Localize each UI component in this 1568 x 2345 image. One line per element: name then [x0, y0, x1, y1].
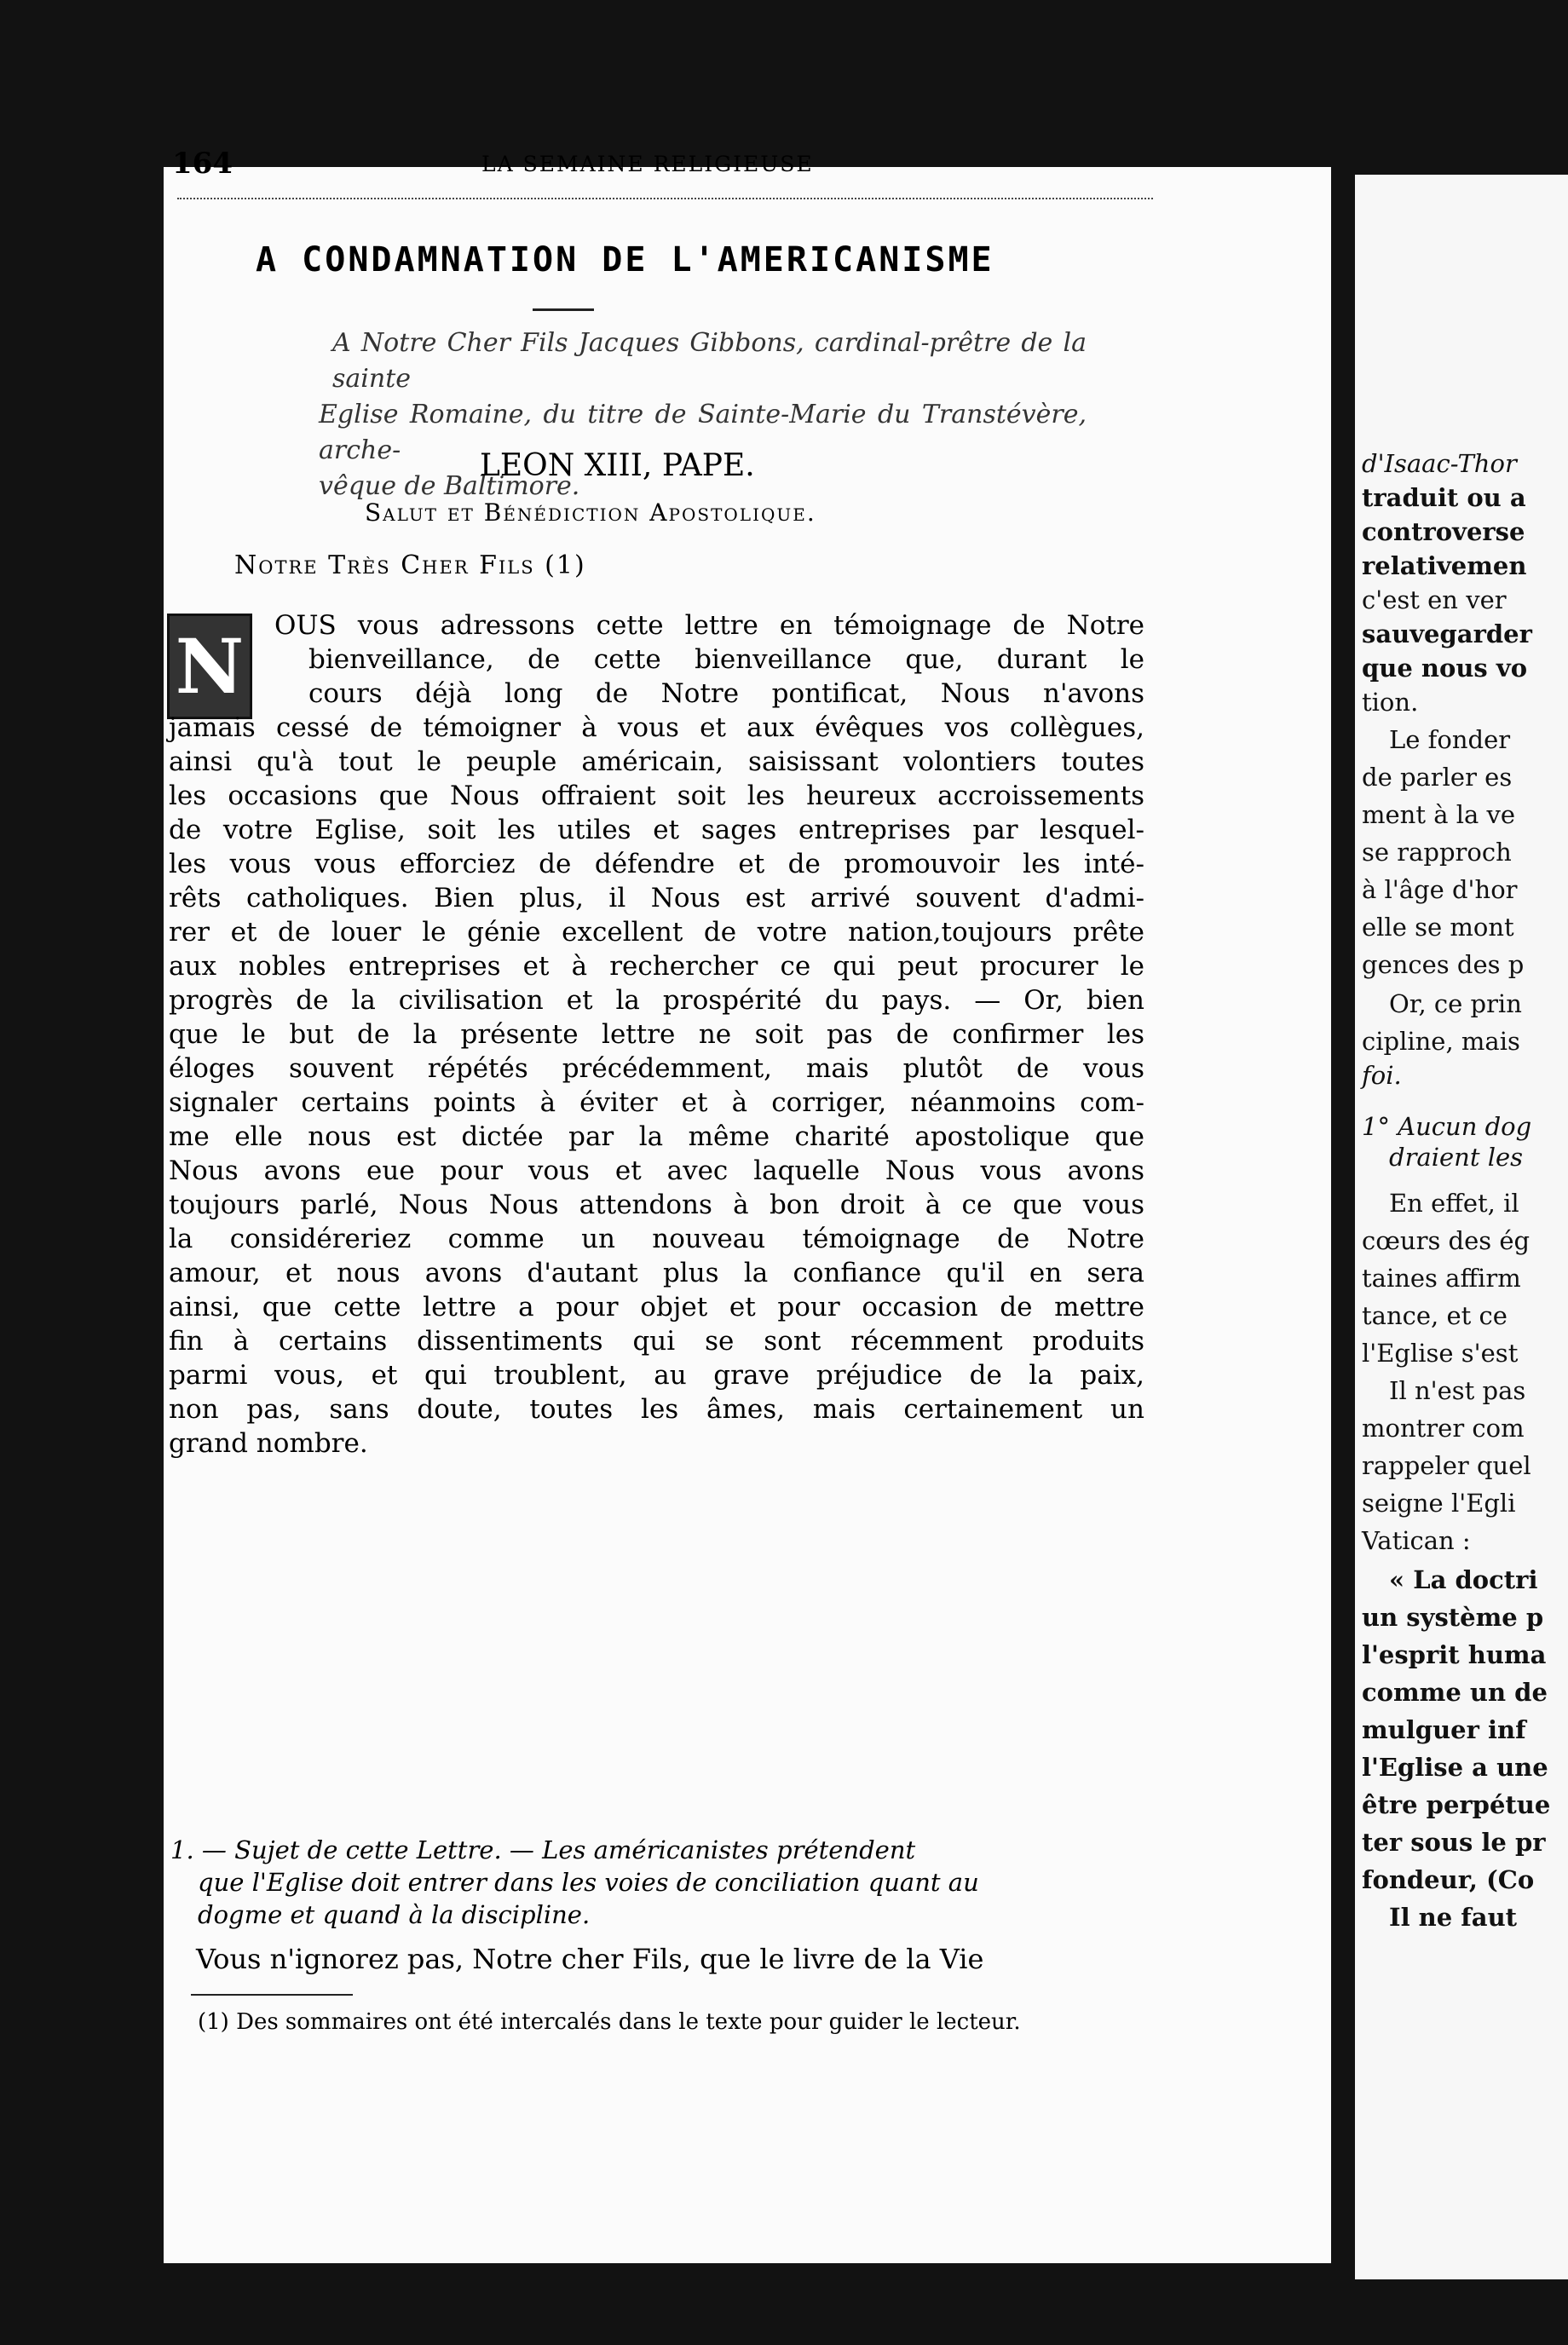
- salutation: Salut et Bénédiction Apostolique.: [365, 498, 816, 527]
- body-line: Nous avons eue pour vous et avec laquelle Nous vous avons: [169, 1155, 1144, 1186]
- body-line: aux nobles entreprises et à rechercher ce qui peut procurer le: [169, 951, 1144, 982]
- right-line: mulguer inf: [1362, 1715, 1526, 1744]
- footnote-rule: [191, 1994, 353, 1996]
- address-line: vêque de Baltimore.: [319, 471, 580, 501]
- right-line: En effet, il: [1389, 1189, 1519, 1218]
- title-rule: [533, 308, 594, 311]
- body-line: signaler certains points à éviter et à corriger, néanmoins com-: [169, 1087, 1144, 1118]
- right-line: tion.: [1362, 688, 1419, 717]
- right-line: rappeler quel: [1362, 1451, 1531, 1480]
- right-line: controverse: [1362, 517, 1525, 546]
- right-line: à l'âge d'hor: [1362, 875, 1518, 904]
- greeting: Notre Très Cher Fils (1): [234, 550, 586, 580]
- right-line: Il ne faut: [1389, 1903, 1518, 1932]
- right-page: [1355, 175, 1568, 2279]
- right-line: « La doctri: [1389, 1565, 1538, 1594]
- body-line: jamais cessé de témoigner à vous et aux évêques vos collègues,: [169, 712, 1144, 743]
- right-line: seigne l'Egli: [1362, 1489, 1516, 1518]
- right-line: draient les: [1389, 1143, 1524, 1172]
- right-line: sauvegarder: [1362, 619, 1532, 648]
- right-line: cipline, mais: [1362, 1027, 1520, 1056]
- body-text: [169, 608, 1144, 1461]
- body-line: progrès de la civilisation et la prospérité du pays. — Or, bien: [169, 985, 1144, 1016]
- body-line: rer et de louer le génie excellent de votre nation,toujours prête: [169, 917, 1144, 948]
- sujet-line: 1. — Sujet de cette Lettre. — Les américanistes prétendent: [170, 1835, 916, 1864]
- body-line: toujours parlé, Nous Nous attendons à bon droit à ce que vous: [169, 1190, 1144, 1220]
- body-line: cours déjà long de Notre pontificat, Nous n'avons: [308, 678, 1144, 709]
- right-line: traduit ou a: [1362, 483, 1526, 512]
- right-line: c'est en ver: [1362, 585, 1507, 614]
- body-line: grand nombre.: [169, 1428, 368, 1459]
- body-line: ainsi, que cette lettre a pour objet et pour occasion de mettre: [169, 1292, 1144, 1322]
- right-line: l'Eglise a une: [1362, 1753, 1548, 1782]
- right-line: Vatican :: [1362, 1526, 1471, 1555]
- body-line: me elle nous est dictée par la même charité apostolique que: [169, 1121, 1144, 1152]
- right-line: Le fonder: [1389, 725, 1511, 754]
- right-line: tance, et ce: [1362, 1301, 1507, 1330]
- right-line: ter sous le pr: [1362, 1828, 1546, 1857]
- continuation-line: Vous n'ignorez pas, Notre cher Fils, que le livre de la Vie: [196, 1943, 984, 1975]
- body-line: non pas, sans doute, toutes les âmes, mais certainement un: [169, 1394, 1144, 1425]
- body-line: fin à certains dissentiments qui se sont récemment produits: [169, 1326, 1144, 1357]
- right-line: taines affirm: [1362, 1264, 1521, 1293]
- right-line: relativemen: [1362, 551, 1527, 580]
- body-line: rêts catholiques. Bien plus, il Nous est arrivé souvent d'admi-: [169, 883, 1144, 913]
- right-line: l'esprit huma: [1362, 1640, 1547, 1669]
- pope-heading: LEON XIII, PAPE.: [480, 448, 755, 483]
- drop-cap: N: [167, 614, 252, 719]
- body-line: bienveillance, de cette bienveillance que, durant le: [308, 644, 1144, 675]
- article-title: A CONDAMNATION DE L'AMERICANISME: [256, 240, 994, 279]
- body-line: que le but de la présente lettre ne soit pas de confirmer les: [169, 1019, 1144, 1050]
- right-line: être perpétue: [1362, 1790, 1551, 1819]
- right-line: foi.: [1362, 1061, 1402, 1090]
- right-line: 1° Aucun dog: [1362, 1112, 1532, 1141]
- body-line: les vous vous efforciez de défendre et de promouvoir les inté-: [169, 849, 1144, 879]
- page-number: 164: [172, 147, 233, 181]
- right-line: d'Isaac-Thor: [1362, 449, 1517, 478]
- right-line: gences des p: [1362, 950, 1525, 979]
- body-line: ainsi qu'à tout le peuple américain, saisissant volontiers toutes: [169, 746, 1144, 777]
- running-head: LA SEMAINE RELIGIEUSE: [481, 152, 814, 176]
- right-line: un système p: [1362, 1603, 1544, 1632]
- header-rule: [177, 198, 1153, 199]
- address-line: A Notre Cher Fils Jacques Gibbons, cardinal-prêtre de la sainte: [332, 328, 1087, 394]
- body-line: les occasions que Nous offraient soit les heureux accroissements: [169, 781, 1144, 811]
- sujet-line: que l'Eglise doit entrer dans les voies de conciliation quant au: [198, 1868, 979, 1897]
- right-line: montrer com: [1362, 1414, 1525, 1443]
- address-line: Eglise Romaine, du titre de Sainte-Marie du Transtévère, arche-: [319, 400, 1087, 465]
- right-line: l'Eglise s'est: [1362, 1339, 1519, 1368]
- right-line: cœurs des ég: [1362, 1226, 1531, 1255]
- right-line: que nous vo: [1362, 654, 1528, 683]
- right-line: se rapproch: [1362, 838, 1512, 867]
- right-line: ment à la ve: [1362, 800, 1516, 829]
- right-line: fondeur, (Co: [1362, 1865, 1535, 1894]
- right-line: Or, ce prin: [1389, 989, 1522, 1018]
- body-line: parmi vous, et qui troublent, au grave préjudice de la paix,: [169, 1360, 1144, 1391]
- section-heading: [170, 1834, 1150, 1931]
- sujet-line: dogme et quand à la discipline.: [198, 1900, 591, 1929]
- right-line: de parler es: [1362, 763, 1513, 792]
- footnote: (1) Des sommaires ont été intercalés dans le texte pour guider le lecteur.: [198, 2009, 1021, 2035]
- right-line: elle se mont: [1362, 913, 1514, 942]
- body-line: amour, et nous avons d'autant plus la confiance qu'il en sera: [169, 1258, 1144, 1288]
- right-line: comme un de: [1362, 1678, 1548, 1707]
- body-line: de votre Eglise, soit les utiles et sages entreprises par lesquel-: [169, 815, 1144, 845]
- body-line: la considéreriez comme un nouveau témoignage de Notre: [169, 1224, 1144, 1254]
- body-line: OUS vous adressons cette lettre en témoignage de Notre: [274, 610, 1144, 641]
- right-line: Il n'est pas: [1389, 1376, 1526, 1405]
- body-line: éloges souvent répétés précédemment, mais plutôt de vous: [169, 1053, 1144, 1084]
